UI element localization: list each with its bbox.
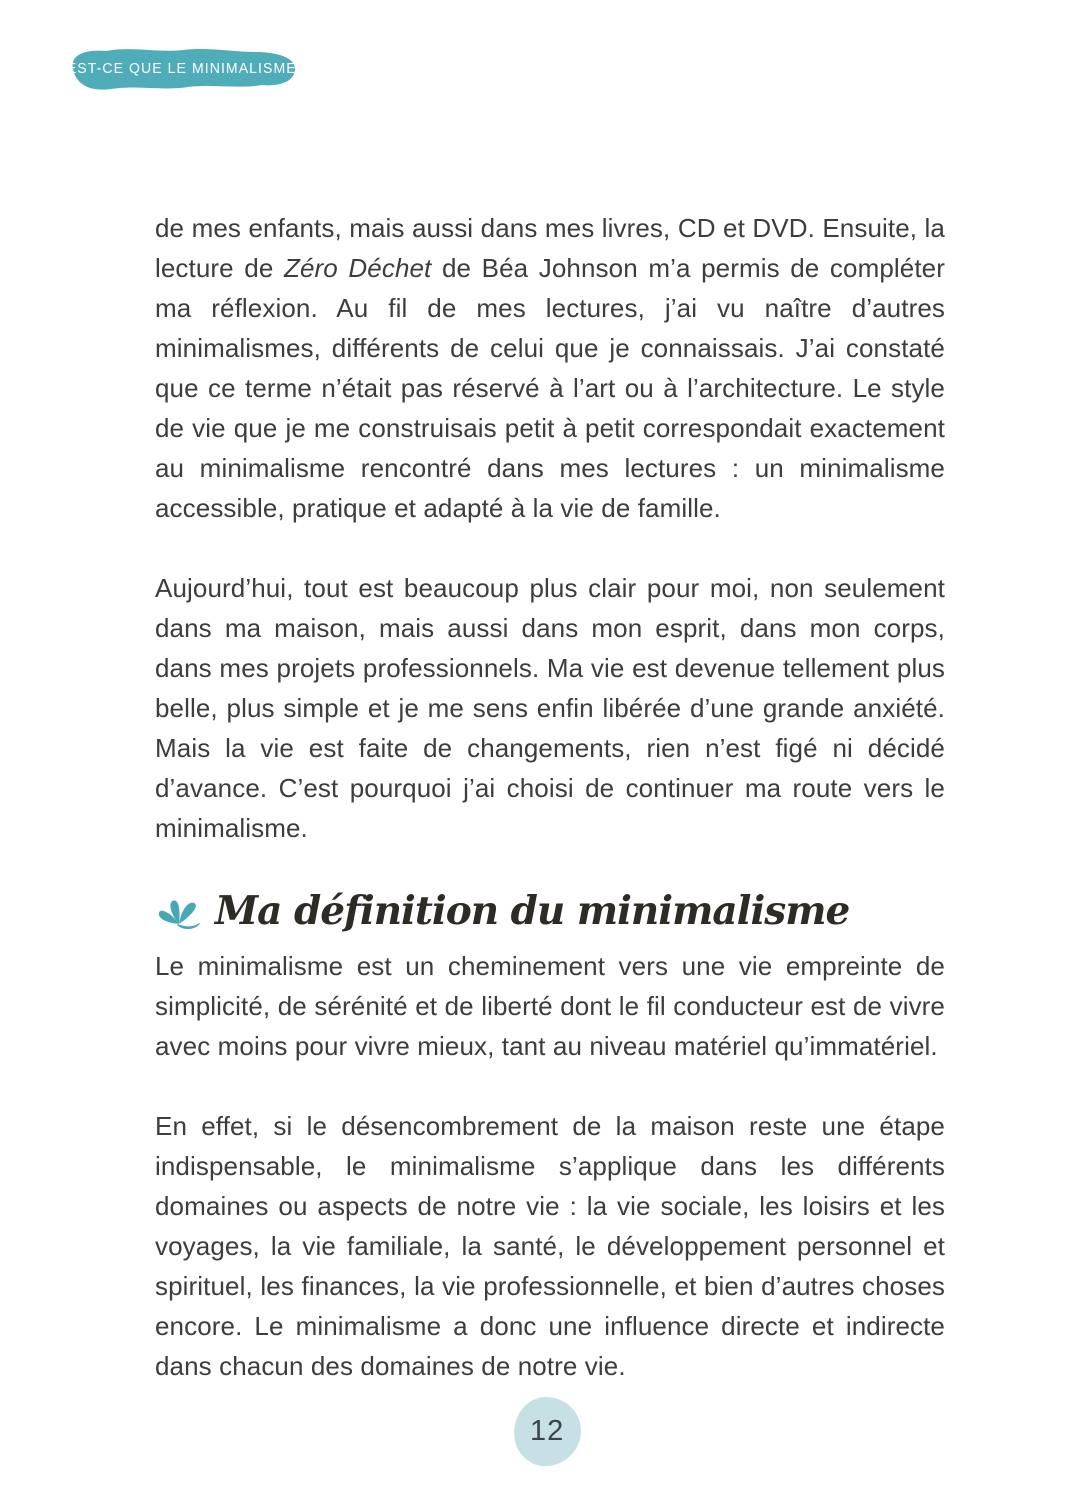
chapter-badge (39, 44, 311, 94)
paragraph-3: Le minimalisme est un cheminement vers une vie empreinte de simplicité, de sérénité et de liberté dont le fil conducteur est de vivre avec moins pour vivre mieux, tant au niveau matériel qu’immatériel. (155, 951, 945, 1061)
paragraph-1-end: de Béa Johnson m’a permis de compléter ma réflexion. Au fil de mes lectures, j’ai vu naître d’autres minimalismes, différents de celui que je connaissais. J’ai constaté que ce terme n’était pas réservé à l’art ou à l’architecture. Le style de vie que je me construisais petit à petit correspondait exactement au minimalisme rencontré dans mes lectures : un minimalisme accessible, pratique et adapté à la vie de famille. (155, 253, 945, 523)
leaf-sprig-icon (155, 890, 203, 939)
chapter-badge-label: QU’EST-CE QUE LE MINIMALISME ? (39, 61, 311, 77)
section-heading-label: Ma définition du minimalisme (215, 888, 850, 934)
page-content (155, 208, 945, 1386)
paragraph-1-start: de mes enfants, mais aussi dans mes livres, CD et DVD. Ensuite, la lecture de (155, 213, 945, 283)
page-number-label: 12 (530, 1415, 565, 1448)
paragraph-2: Aujourd’hui, tout est beaucoup plus clair pour moi, non seulement dans ma maison, mais aussi dans mon esprit, dans mon corps, dans mes projets professionnels. Ma vie est devenue tellement plus belle, plus simple et je me sens enfin libérée d’une grande anxiété. Mais la vie est faite de changements, rien n’est figé ni décidé d’avance. C’est pourquoi j’ai choisi de continuer ma route vers le minimalisme. (155, 573, 945, 843)
paragraph-1 (155, 208, 945, 528)
paragraph-4: En effet, si le désencombrement de la maison reste une étape indispensable, le minimalisme s’applique dans les différents domaines ou aspects de notre vie : la vie sociale, les loisirs et les voyages, la vie familiale, la santé, le développement personnel et spirituel, les finances, la vie professionnelle, et bien d’autres choses encore. Le minimalisme a donc une influence directe et indirecte dans chacun des domaines de notre vie. (155, 1111, 945, 1381)
section-heading (155, 880, 945, 942)
page-number-badge (512, 1395, 584, 1469)
book-title-italic: Zéro Déchet (283, 253, 432, 283)
